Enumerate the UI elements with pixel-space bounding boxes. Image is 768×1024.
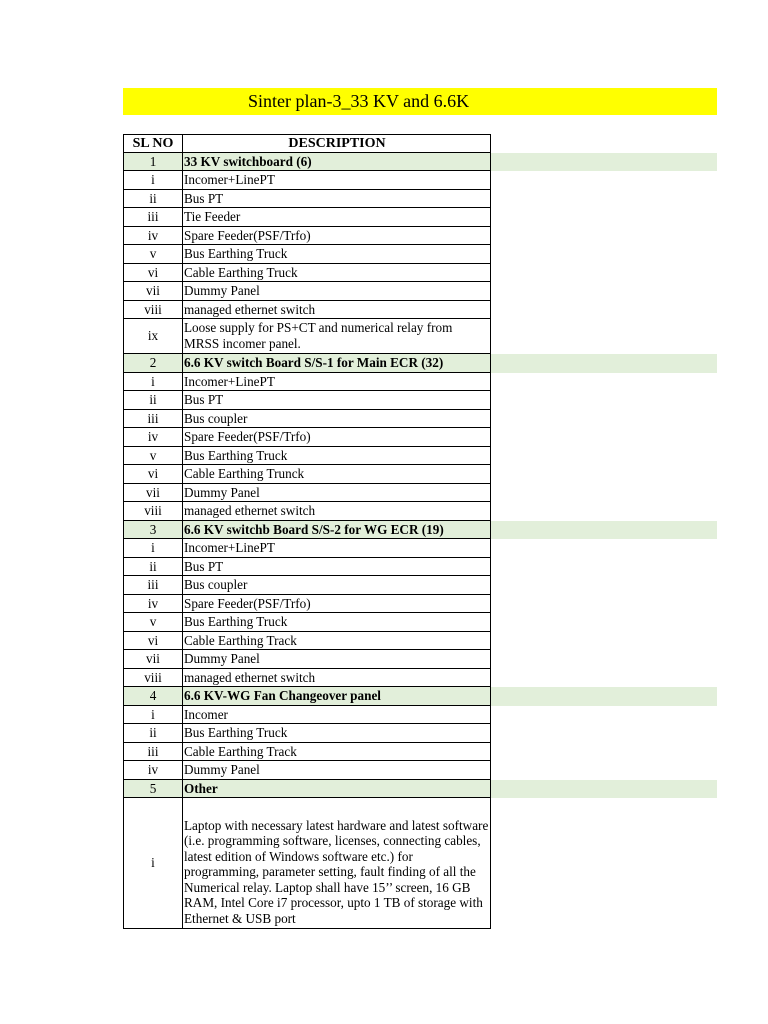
- equipment-table: [123, 134, 491, 929]
- description-cell: Incomer+LinePT: [182, 171, 491, 190]
- sl-no-cell: i: [123, 798, 182, 929]
- description-cell: Cable Earthing Track: [182, 743, 491, 762]
- table-row: [123, 447, 491, 466]
- sl-no-cell: 5: [123, 780, 182, 799]
- section-title-cell: 6.6 KV-WG Fan Changeover panel: [182, 687, 491, 706]
- sl-no-cell: viii: [123, 502, 182, 521]
- header-sl-no: SL NO: [123, 134, 182, 153]
- table-row: [123, 484, 491, 503]
- description-cell: Incomer+LinePT: [182, 373, 491, 392]
- section-title-cell: 6.6 KV switch Board S/S-1 for Main ECR (32): [182, 354, 491, 373]
- table-row: [123, 171, 491, 190]
- sl-no-cell: viii: [123, 301, 182, 320]
- description-cell: Incomer: [182, 706, 491, 725]
- description-cell: managed ethernet switch: [182, 301, 491, 320]
- description-cell: Cable Earthing Track: [182, 632, 491, 651]
- table-row: [123, 558, 491, 577]
- table-row: [123, 650, 491, 669]
- sl-no-cell: ii: [123, 391, 182, 410]
- sheet-title: Sinter plan-3_33 KV and 6.6K: [248, 91, 470, 111]
- table-row: [123, 595, 491, 614]
- description-cell: managed ethernet switch: [182, 669, 491, 688]
- sl-no-cell: iv: [123, 428, 182, 447]
- table-row: [123, 208, 491, 227]
- table-row: [123, 724, 491, 743]
- sl-no-cell: v: [123, 447, 182, 466]
- table-header-row: [123, 134, 491, 153]
- description-cell: Spare Feeder(PSF/Trfo): [182, 595, 491, 614]
- table-row: [123, 264, 491, 283]
- title-highlight-bar: [123, 88, 717, 115]
- table-row: [123, 190, 491, 209]
- sl-no-cell: iv: [123, 761, 182, 780]
- sl-no-cell: 4: [123, 687, 182, 706]
- table-row: [123, 632, 491, 651]
- table-row: [123, 613, 491, 632]
- sl-no-cell: i: [123, 171, 182, 190]
- sl-no-cell: i: [123, 539, 182, 558]
- sl-no-cell: ii: [123, 558, 182, 577]
- description-cell: Dummy Panel: [182, 761, 491, 780]
- table-row: [123, 391, 491, 410]
- description-cell: Bus Earthing Truck: [182, 245, 491, 264]
- table-row: [123, 798, 491, 929]
- sl-no-cell: 3: [123, 521, 182, 540]
- description-cell: managed ethernet switch: [182, 502, 491, 521]
- section-title-cell: Other: [182, 780, 491, 799]
- description-cell: Laptop with necessary latest hardware and latest software (i.e. programming software, licenses, connecting cables, latest edition of Windows software etc.) for programming, parameter setting, fault finding of all the Numerical relay. Laptop shall have 15’’ screen, 16 GB RAM, Intel Core i7 processor, upto 1 TB of storage with Ethernet & USB port: [182, 798, 491, 929]
- table-row: [123, 227, 491, 246]
- description-cell: Bus coupler: [182, 576, 491, 595]
- sl-no-cell: iii: [123, 576, 182, 595]
- sl-no-cell: vii: [123, 484, 182, 503]
- table-row: [123, 410, 491, 429]
- table-row: [123, 539, 491, 558]
- description-cell: Dummy Panel: [182, 484, 491, 503]
- sl-no-cell: ii: [123, 724, 182, 743]
- sl-no-cell: v: [123, 245, 182, 264]
- sl-no-cell: iv: [123, 595, 182, 614]
- description-cell: Dummy Panel: [182, 650, 491, 669]
- sl-no-cell: i: [123, 373, 182, 392]
- description-cell: Loose supply for PS+CT and numerical relay from MRSS incomer panel.: [182, 319, 491, 354]
- description-cell: Dummy Panel: [182, 282, 491, 301]
- table-row: [123, 245, 491, 264]
- sl-no-cell: ix: [123, 319, 182, 354]
- description-cell: Bus Earthing Truck: [182, 447, 491, 466]
- table-row: [123, 428, 491, 447]
- table-row: [123, 502, 491, 521]
- sl-no-cell: i: [123, 706, 182, 725]
- table-row: [123, 301, 491, 320]
- sl-no-cell: iii: [123, 743, 182, 762]
- table-row: [123, 761, 491, 780]
- section-row: [123, 153, 491, 172]
- section-row: [123, 687, 491, 706]
- sl-no-cell: vi: [123, 264, 182, 283]
- description-cell: Spare Feeder(PSF/Trfo): [182, 428, 491, 447]
- sl-no-cell: iii: [123, 208, 182, 227]
- sl-no-cell: 1: [123, 153, 182, 172]
- sl-no-cell: iii: [123, 410, 182, 429]
- sl-no-cell: v: [123, 613, 182, 632]
- description-cell: Incomer+LinePT: [182, 539, 491, 558]
- section-row: [123, 780, 491, 799]
- table-row: [123, 576, 491, 595]
- description-cell: Cable Earthing Trunck: [182, 465, 491, 484]
- description-cell: Bus Earthing Truck: [182, 613, 491, 632]
- sl-no-cell: iv: [123, 227, 182, 246]
- description-cell: Bus PT: [182, 558, 491, 577]
- sl-no-cell: viii: [123, 669, 182, 688]
- table-row: [123, 669, 491, 688]
- table-row: [123, 373, 491, 392]
- section-title-cell: 6.6 KV switchb Board S/S-2 for WG ECR (19): [182, 521, 491, 540]
- table-row: [123, 743, 491, 762]
- sl-no-cell: ii: [123, 190, 182, 209]
- description-cell: Bus coupler: [182, 410, 491, 429]
- section-title-cell: 33 KV switchboard (6): [182, 153, 491, 172]
- section-row: [123, 354, 491, 373]
- description-cell: Spare Feeder(PSF/Trfo): [182, 227, 491, 246]
- sl-no-cell: vi: [123, 465, 182, 484]
- sl-no-cell: vii: [123, 282, 182, 301]
- table-row: [123, 706, 491, 725]
- table-row: [123, 319, 491, 354]
- section-row: [123, 521, 491, 540]
- description-cell: Bus PT: [182, 391, 491, 410]
- table-row: [123, 282, 491, 301]
- description-cell: Cable Earthing Truck: [182, 264, 491, 283]
- description-cell: Bus Earthing Truck: [182, 724, 491, 743]
- description-cell: Tie Feeder: [182, 208, 491, 227]
- sl-no-cell: vi: [123, 632, 182, 651]
- header-description: DESCRIPTION: [182, 134, 491, 153]
- description-cell: Bus PT: [182, 190, 491, 209]
- sl-no-cell: 2: [123, 354, 182, 373]
- sl-no-cell: vii: [123, 650, 182, 669]
- table-row: [123, 465, 491, 484]
